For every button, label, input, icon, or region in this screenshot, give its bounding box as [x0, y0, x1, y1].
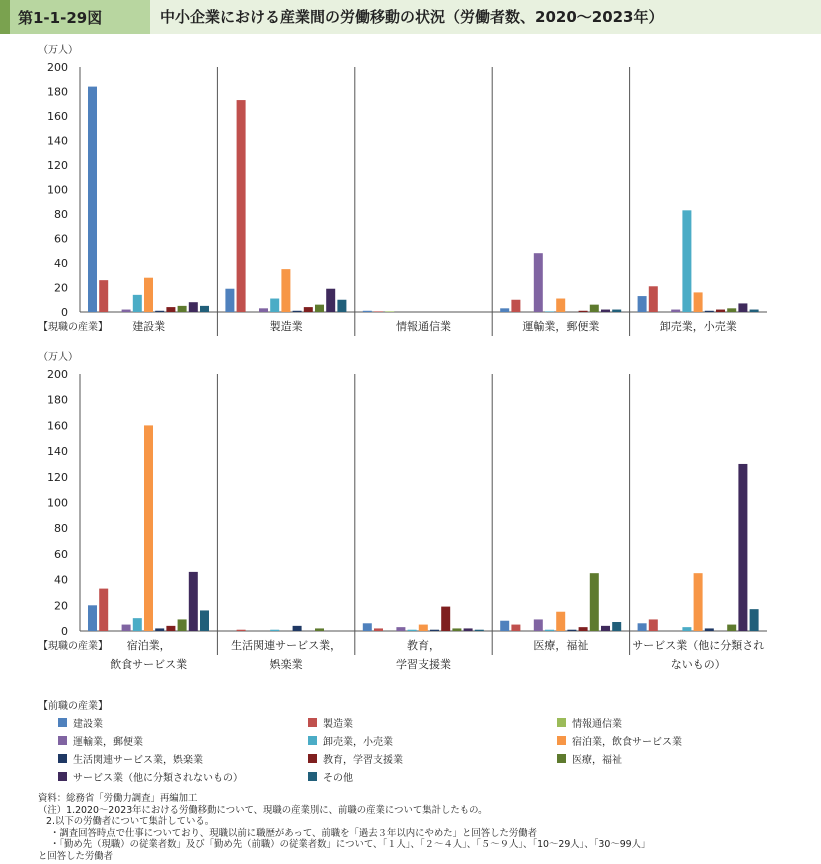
y-tick-label: 100	[47, 496, 68, 510]
bar	[293, 626, 302, 631]
legend-swatch	[308, 736, 317, 745]
legend-item	[58, 733, 143, 748]
y-tick-label: 200	[47, 368, 68, 381]
source-notes	[38, 793, 818, 862]
unit-label: （万人）	[38, 45, 78, 56]
bar	[601, 310, 610, 312]
bar	[430, 630, 439, 631]
chart-area	[0, 34, 821, 694]
bar	[337, 300, 346, 312]
bar	[133, 295, 142, 312]
bar	[612, 310, 621, 312]
bar	[166, 626, 175, 631]
y-tick-label: 100	[47, 183, 68, 197]
bar	[716, 310, 725, 312]
legend-label: 教育，学習支援業	[323, 755, 403, 766]
bar	[189, 572, 198, 631]
bar	[638, 623, 647, 631]
bar	[385, 311, 394, 312]
legend-swatch	[557, 754, 566, 763]
figure-number-badge	[0, 0, 150, 34]
bar	[638, 296, 647, 312]
bar	[408, 630, 417, 631]
bar	[189, 302, 198, 312]
legend-label: 製造業	[323, 719, 353, 730]
legend-item	[58, 769, 243, 784]
y-tick-label: 160	[47, 110, 68, 123]
bar	[178, 306, 187, 312]
y-tick-label: 20	[54, 599, 68, 613]
legend-swatch	[308, 772, 317, 781]
bar	[464, 628, 473, 631]
legend-label: 卸売業，小売業	[323, 737, 393, 748]
bar	[500, 308, 509, 312]
bar	[166, 307, 175, 312]
bar	[738, 464, 747, 631]
y-tick-label: 60	[54, 232, 68, 246]
bar	[88, 605, 97, 631]
bar	[374, 628, 383, 631]
bar	[727, 625, 736, 631]
legend-item	[557, 751, 622, 766]
bar	[705, 628, 714, 631]
legend-label: 運輸業，郵便業	[73, 737, 143, 748]
note-2b-cont: と回答した労働者	[38, 850, 114, 862]
y-tick-label: 20	[54, 281, 68, 295]
panel-category-label: 医療，福祉	[533, 639, 589, 652]
bar	[315, 305, 324, 312]
bar	[556, 299, 565, 312]
bar	[155, 628, 164, 631]
legend-label: その他	[323, 773, 353, 784]
legend-swatch	[58, 754, 67, 763]
panel-category-label: 生活関連サービス業，	[231, 639, 342, 652]
bar	[374, 311, 383, 312]
y-tick-label: 140	[47, 445, 68, 459]
bar	[441, 607, 450, 631]
bar	[738, 303, 747, 312]
bar	[567, 630, 576, 631]
bar	[545, 630, 554, 631]
panel-category-label: サービス業（他に分類され	[632, 639, 765, 652]
bar	[225, 289, 234, 312]
bar	[590, 305, 599, 312]
bar	[144, 278, 153, 312]
legend-swatch	[557, 718, 566, 727]
bar	[88, 87, 97, 312]
legend-title: 【前職の産業】	[38, 701, 108, 712]
y-tick-label: 80	[54, 208, 68, 221]
bar	[293, 311, 302, 312]
note-1: （注）1.2020～2023年における労働移動について、現職の産業別に、前職の産業について集計したもの。	[38, 804, 488, 816]
y-tick-label: 0	[61, 625, 68, 638]
y-tick-label: 180	[47, 85, 68, 99]
panel-category-label: 運輸業，郵便業	[522, 320, 600, 333]
bar	[705, 311, 714, 312]
bar	[579, 311, 588, 312]
legend-item	[308, 733, 393, 748]
bar	[671, 310, 680, 312]
panel-category-label: 卸売業，小売業	[659, 320, 737, 333]
panel-category-label: 製造業	[269, 320, 303, 333]
legend-label: サービス業（他に分類されないもの）	[73, 773, 243, 784]
bar	[750, 609, 759, 631]
bar	[122, 625, 131, 631]
bar	[144, 425, 153, 631]
legend-swatch	[58, 736, 67, 745]
figure-header	[0, 0, 821, 34]
legend-swatch	[58, 718, 67, 727]
bar	[727, 308, 736, 312]
bar	[200, 306, 209, 312]
y-tick-label: 60	[54, 547, 68, 561]
y-tick-label: 40	[54, 257, 68, 270]
bar	[363, 623, 372, 631]
bar	[511, 625, 520, 631]
bar	[500, 621, 509, 631]
y-tick-label: 120	[47, 470, 68, 484]
panel-category-label: 飲食サービス業	[110, 658, 188, 671]
legend-label: 医療，福祉	[572, 755, 622, 766]
bar	[396, 627, 405, 631]
legend-item	[557, 715, 622, 730]
bar	[511, 300, 520, 312]
bar	[649, 619, 658, 631]
bar	[649, 286, 658, 312]
note-2a: ・調査回答時点で仕事についており、現職以前に職歴があって、前職を「過去３年以内にやめた」と回答した労働者	[50, 827, 538, 839]
bar	[237, 100, 246, 312]
note-source: 資料：総務省「労働力調査」再編加工	[38, 793, 198, 804]
bar	[556, 612, 565, 631]
y-tick-label: 140	[47, 134, 68, 148]
bar	[612, 622, 621, 631]
note-2b: ・「勤め先（現職）の従業者数」及び「勤め先（前職）の従業者数」について、「１人」、「２～４人」、「５～９人」、「10～29人」、「30～99人」	[50, 839, 651, 850]
bar	[694, 573, 703, 631]
y-tick-label: 0	[61, 306, 68, 319]
bar	[545, 311, 554, 312]
bar	[682, 210, 691, 312]
bar	[419, 625, 428, 631]
panel-category-label: 宿泊業，	[126, 639, 171, 652]
legend-item	[308, 769, 353, 784]
legend-swatch	[58, 772, 67, 781]
legend-item	[308, 715, 353, 730]
y-tick-label: 80	[54, 522, 68, 536]
bar	[237, 630, 246, 631]
legend-item	[58, 715, 103, 730]
y-tick-label: 40	[54, 573, 68, 587]
y-tick-label: 200	[47, 61, 68, 74]
row-axis-label: 【現職の産業】	[38, 322, 108, 333]
legend-label: 建設業	[73, 719, 103, 730]
panel-category-label: 建設業	[132, 320, 166, 333]
bar	[270, 630, 279, 631]
bar	[304, 307, 313, 312]
row-axis-label: 【現職の産業】	[38, 641, 108, 652]
legend-label: 生活関連サービス業，娯楽業	[73, 755, 203, 766]
bar	[475, 630, 484, 631]
y-tick-label: 160	[47, 419, 68, 433]
legend-item	[557, 733, 682, 748]
bar	[579, 627, 588, 631]
bar	[694, 292, 703, 312]
bar	[601, 626, 610, 631]
y-tick-label: 120	[47, 159, 68, 172]
bar	[99, 280, 108, 312]
bar	[200, 610, 209, 631]
bar	[270, 299, 279, 312]
bar	[452, 628, 461, 631]
panel-category-label: 情報通信業	[396, 320, 451, 333]
bar	[682, 627, 691, 631]
panel-category-label: 学習支援業	[396, 658, 451, 671]
bar	[155, 311, 164, 312]
panel-category-label: 教育，	[407, 639, 440, 652]
legend-swatch	[308, 718, 317, 727]
legend-label: 宿泊業，飲食サービス業	[572, 737, 682, 748]
y-tick-label: 180	[47, 393, 68, 407]
bar	[363, 311, 372, 312]
bar	[178, 619, 187, 631]
panel-category-label: 娯楽業	[269, 658, 303, 671]
unit-label: （万人）	[38, 352, 78, 363]
legend-label: 情報通信業	[572, 719, 622, 730]
figure-number: 第1-1-29図	[18, 9, 103, 27]
bar	[590, 573, 599, 631]
note-2: 2.以下の労働者について集計している。	[46, 816, 215, 827]
legend-swatch	[557, 736, 566, 745]
figure-title: 中小企業における産業間の労働移動の状況（労働者数、2020～2023年）	[160, 8, 664, 26]
legend-item	[58, 751, 203, 766]
legend-item	[308, 751, 403, 766]
bar	[122, 310, 131, 312]
bar	[259, 308, 268, 312]
bar	[750, 310, 759, 312]
panel-category-label: ないもの）	[670, 658, 726, 671]
legend-swatch	[308, 754, 317, 763]
bar	[281, 269, 290, 312]
bar	[315, 628, 324, 631]
bar	[534, 253, 543, 312]
bar	[326, 289, 335, 312]
bar	[534, 619, 543, 631]
bar	[99, 589, 108, 631]
bar	[133, 618, 142, 631]
